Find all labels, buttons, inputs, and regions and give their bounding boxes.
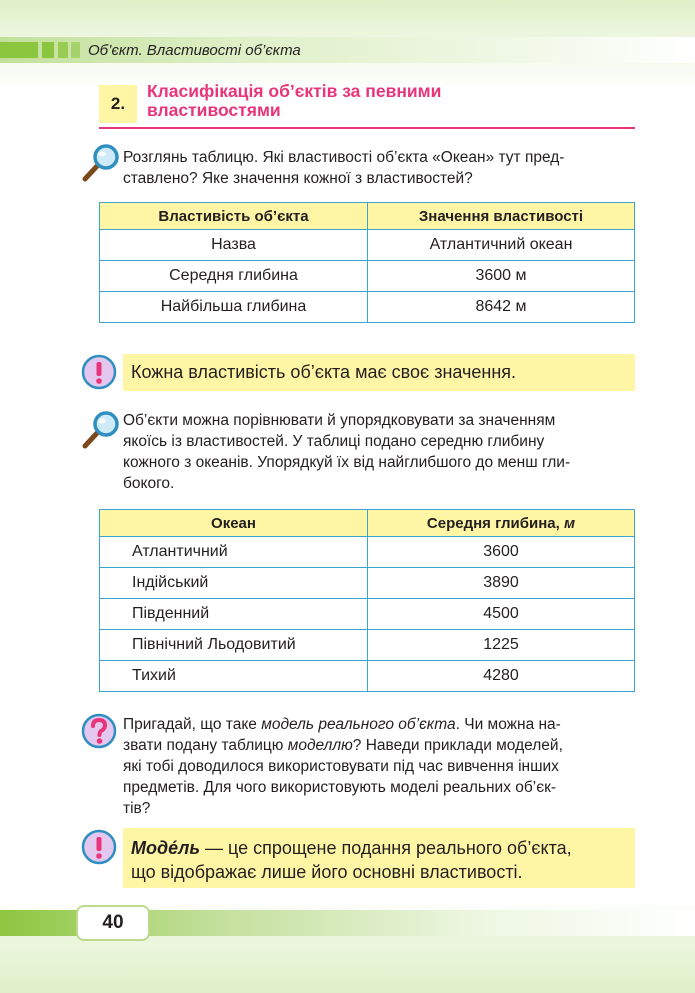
table-row: [100, 568, 635, 599]
header-block: [0, 42, 38, 58]
table-row: [100, 661, 635, 692]
table-cell: Атлантичний океан: [368, 230, 635, 261]
header-unit: м: [563, 514, 576, 532]
table-header-cell: Значення властивості: [368, 203, 635, 230]
table-cell: 4280: [368, 661, 635, 692]
table-cell: 1225: [368, 630, 635, 661]
text-line: бокого.: [123, 475, 175, 492]
table-header-row: [100, 203, 635, 230]
text-run: Пригадай, що таке: [123, 716, 262, 733]
ocean-depth-table: [99, 509, 635, 692]
page-number: 40: [76, 905, 150, 941]
table-cell: Назва: [100, 230, 368, 261]
header-block: [58, 42, 68, 58]
header-block: [42, 42, 54, 58]
section-title-line: властивостями: [147, 100, 281, 120]
magnifier-icon: [80, 410, 122, 452]
definition-note: [123, 828, 635, 888]
table-cell: Північний Льодовитий: [100, 630, 368, 661]
table-cell: Атлантичний: [100, 537, 368, 568]
table-cell: Середня глибина: [100, 261, 368, 292]
table-cell: 8642 м: [368, 292, 635, 323]
table-cell: 3600 м: [368, 261, 635, 292]
paragraph-3: [123, 714, 635, 819]
table-cell: 3890: [368, 568, 635, 599]
section-underline: [99, 127, 635, 129]
text-line: Розглянь таблицю. Які властивості об’єкта «Океан» тут пред-: [123, 149, 565, 166]
text-line: Об’єкти можна порівнювати й упорядковувати за значенням: [123, 412, 556, 429]
table-row: [100, 537, 635, 568]
section-number: 2.: [99, 85, 137, 123]
text-line: [123, 714, 635, 735]
text-line: якоїсь із властивостей. У таблиці подано середню глибину: [123, 433, 545, 450]
table-row: [100, 599, 635, 630]
table-cell: 3600: [368, 537, 635, 568]
table-header-cell: [368, 510, 635, 537]
table-cell: Найбільша глибина: [100, 292, 368, 323]
italic-term: модель реального об’єкта: [261, 716, 456, 733]
text-line: що відображає лише його основні властивості.: [131, 862, 523, 882]
table-cell: Південний: [100, 599, 368, 630]
table-cell: Тихий: [100, 661, 368, 692]
table-cell: Індійський: [100, 568, 368, 599]
table-header-cell: Властивість об’єкта: [100, 203, 368, 230]
table-header-cell: Океан: [100, 510, 368, 537]
running-header: Об’єкт. Властивості об’єкта: [88, 42, 301, 59]
header-text: Середня глибина,: [426, 514, 560, 532]
paragraph-1: [123, 147, 635, 189]
section-title: [147, 82, 441, 120]
magnifier-icon: [80, 143, 122, 185]
text-line: предметів. Для чого використовують моделі реальних об’єк-: [123, 779, 557, 796]
table-row: [100, 230, 635, 261]
header-block: [71, 42, 80, 58]
ocean-properties-table: [99, 202, 635, 323]
text-run: звати подану таблицю: [123, 737, 288, 754]
text-run: — це спрощене подання реального об’єкта,: [200, 838, 572, 858]
text-line: ставлено? Яке значення кожної з властивостей?: [123, 170, 473, 187]
table-row: [100, 261, 635, 292]
text-line: кожного з океанів. Упорядкуй їх від найглибшого до менш гли-: [123, 454, 571, 471]
section-title-line: Класифікація об’єктів за певними: [147, 81, 442, 101]
table-row: [100, 630, 635, 661]
table-header-row: [100, 510, 635, 537]
text-run: ? Наведи приклади моделей,: [352, 737, 563, 754]
table-cell: 4500: [368, 599, 635, 630]
definition-term: Моде́ль: [131, 838, 201, 858]
table-row: [100, 292, 635, 323]
italic-term: моделлю: [287, 737, 353, 754]
key-note: Кожна властивість об’єкта має своє значення.: [123, 354, 635, 391]
text-line: тів?: [123, 800, 151, 817]
paragraph-2: [123, 410, 635, 494]
text-run: . Чи можна на-: [455, 716, 561, 733]
text-line: які тобі доводилося використовувати під час вивчення інших: [123, 758, 559, 775]
text-line: [131, 836, 627, 860]
text-line: [123, 735, 635, 756]
question-icon: [81, 713, 117, 749]
exclamation-icon: [81, 354, 117, 390]
exclamation-icon: [81, 829, 117, 865]
